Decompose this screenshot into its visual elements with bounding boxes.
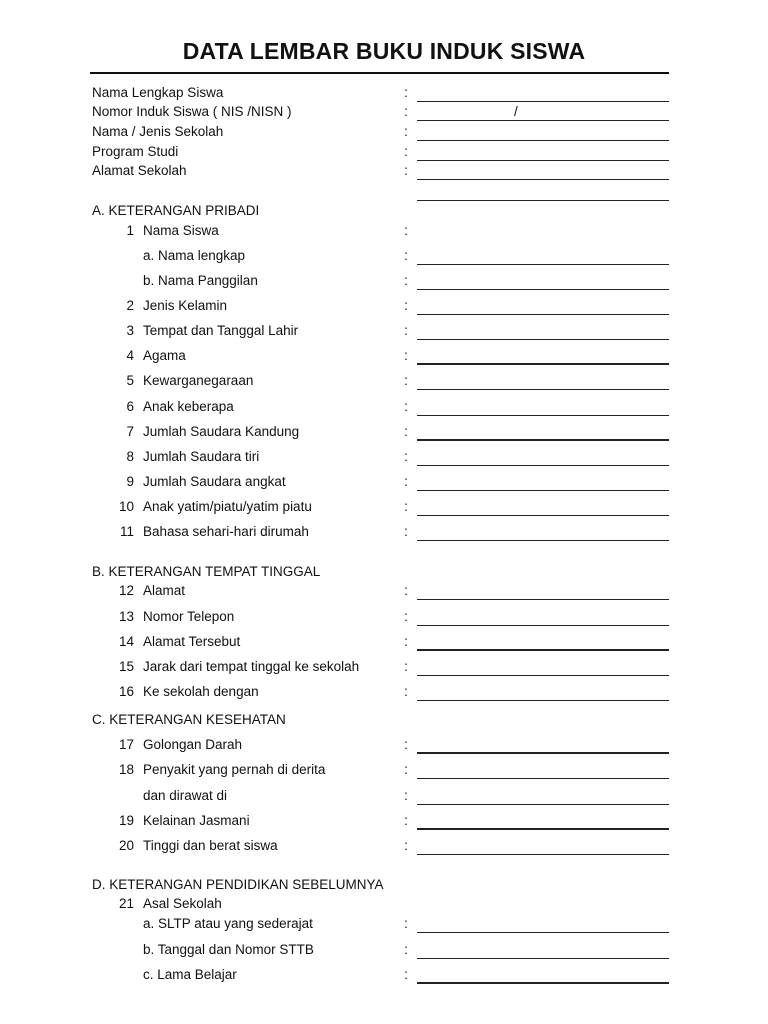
item-number: 7 [126,424,134,439]
form-row [0,346,768,366]
fill-line[interactable] [417,389,669,390]
item-number: 11 [119,524,134,539]
form-row [0,472,768,492]
form-row [0,632,768,652]
fill-line[interactable] [417,363,669,365]
item-label: Ke sekolah dengan [143,684,259,699]
fill-line[interactable] [417,982,669,984]
field-nomor-induk-siswa [0,102,768,122]
field-colon: : [404,373,408,388]
item-label: b. Nama Panggilan [143,273,258,288]
form-row [0,296,768,316]
item-label: Nomor Telepon [143,609,235,624]
field-label: Nama / Jenis Sekolah [92,124,224,139]
field-colon: : [404,499,408,514]
field-colon: : [404,104,408,119]
title-underline [90,72,669,74]
field-colon: : [404,838,408,853]
item-number: 2 [126,298,134,313]
item-number: 21 [118,896,134,911]
form-row [0,914,768,934]
item-label: c. Lama Belajar [143,967,237,982]
form-row [0,397,768,417]
form-row [0,371,768,391]
field-colon: : [404,449,408,464]
field-colon: : [404,144,408,159]
field-nama-jenis-sekolah [0,122,768,142]
fill-line[interactable] [417,120,669,121]
form-row [0,422,768,442]
item-label: Kelainan Jasmani [143,813,250,828]
item-label: Tempat dan Tanggal Lahir [143,323,299,338]
fill-line[interactable] [417,778,669,779]
fill-line[interactable] [417,599,669,600]
item-label: Jumlah Saudara Kandung [143,424,300,439]
field-colon: : [404,124,408,139]
field-colon: : [404,583,408,598]
form-row [0,497,768,517]
form-row [0,940,768,960]
form-row [0,682,768,702]
section-title-keterangan-pendidikan-sebelumnya: D. KETERANGAN PENDIDIKAN SEBELUMNYA [92,877,384,892]
field-colon: : [404,916,408,931]
fill-line[interactable] [417,140,669,141]
fill-line[interactable] [417,649,669,651]
item-label: dan dirawat di [143,788,228,803]
field-nama-lengkap-siswa [0,83,768,103]
item-label: Alamat Tersebut [143,634,241,649]
field-colon: : [404,942,408,957]
fill-line[interactable] [417,439,669,441]
fill-line[interactable] [417,490,669,491]
fill-line[interactable] [417,314,669,315]
field-colon: : [404,85,408,100]
form-row [0,811,768,831]
item-number: 8 [126,449,134,464]
fill-line[interactable] [417,540,669,541]
item-number: 10 [118,499,134,514]
field-colon: : [404,273,408,288]
fill-line[interactable] [417,179,669,180]
field-colon: : [404,524,408,539]
field-colon: : [404,634,408,649]
item-number: 20 [118,838,134,853]
field-label: Program Studi [92,144,179,159]
field-colon: : [404,223,408,238]
item-number: 15 [118,659,134,674]
form-row [0,894,768,914]
item-number: 13 [118,609,134,624]
item-number: 18 [118,762,134,777]
field-colon: : [404,298,408,313]
item-number: 5 [126,373,134,388]
item-label: Jumlah Saudara tiri [143,449,260,464]
item-number: 9 [126,474,134,489]
item-label: Asal Sekolah [143,896,222,911]
item-label: Jumlah Saudara angkat [143,474,286,489]
form-row [0,786,768,806]
section-title-keterangan-tempat-tinggal: B. KETERANGAN TEMPAT TINGGAL [92,564,321,579]
field-alamat-sekolah [0,161,768,181]
field-colon: : [404,348,408,363]
field-colon: : [404,788,408,803]
item-number: 1 [126,223,134,238]
item-number: 4 [126,348,134,363]
field-colon: : [404,813,408,828]
item-number: 17 [118,737,134,752]
field-program-studi [0,142,768,162]
fill-line[interactable] [417,264,669,265]
fill-line[interactable] [417,700,669,701]
field-colon: : [404,474,408,489]
form-row [0,607,768,627]
form-row [0,581,768,601]
alamat-sekolah-second-line[interactable] [417,200,669,201]
item-label: Nama Siswa [143,223,219,238]
fill-line[interactable] [417,932,669,933]
field-colon: : [404,737,408,752]
form-row [0,321,768,341]
fill-line[interactable] [417,625,669,626]
section-title-keterangan-kesehatan: C. KETERANGAN KESEHATAN [92,712,286,727]
field-colon: : [404,399,408,414]
page-title: DATA LEMBAR BUKU INDUK SISWA [182,38,586,64]
item-number: 14 [118,634,134,649]
field-colon: : [404,424,408,439]
form-row [0,522,768,542]
field-colon: : [404,684,408,699]
fill-line[interactable] [417,828,669,830]
field-colon: : [404,967,408,982]
item-label: Tinggi dan berat siswa [143,838,278,853]
fill-line[interactable] [417,515,669,516]
fill-line[interactable] [417,675,669,676]
fill-line[interactable] [417,804,669,805]
form-row [0,657,768,677]
field-colon: : [404,609,408,624]
item-label: a. SLTP atau yang sederajat [143,916,313,931]
fill-line[interactable] [417,415,669,416]
item-label: Golongan Darah [143,737,243,752]
item-number: 3 [126,323,134,338]
item-number: 16 [118,684,134,699]
item-label: b. Tanggal dan Nomor STTB [143,942,314,957]
field-colon: : [404,659,408,674]
nis-nisn-separator: / [514,104,518,119]
fill-line[interactable] [417,339,669,340]
item-number: 19 [118,813,134,828]
item-label: Anak yatim/piatu/yatim piatu [143,499,312,514]
form-row [0,221,768,241]
item-label: a. Nama lengkap [143,248,246,263]
fill-line[interactable] [417,958,669,959]
fill-line[interactable] [417,854,669,855]
field-colon: : [404,248,408,263]
fill-line[interactable] [417,289,669,290]
item-label: Agama [143,348,186,363]
field-label: Nama Lengkap Siswa [92,85,224,100]
form-row [0,271,768,291]
item-label: Alamat [143,583,186,598]
form-row [0,965,768,985]
form-row [0,447,768,467]
field-label: Nomor Induk Siswa ( NIS /NISN ) [92,104,292,119]
field-colon: : [404,762,408,777]
form-row [0,735,768,755]
item-number: 6 [126,399,134,414]
field-colon: : [404,323,408,338]
field-colon: : [404,163,408,178]
item-label: Kewarganegaraan [143,373,254,388]
section-title-keterangan-pribadi: A. KETERANGAN PRIBADI [92,203,260,218]
form-row [0,836,768,856]
fill-line[interactable] [417,465,669,466]
item-label: Anak keberapa [143,399,234,414]
form-row [0,246,768,266]
item-label: Jenis Kelamin [143,298,228,313]
item-number: 12 [118,583,134,598]
fill-line[interactable] [417,752,669,754]
form-row [0,760,768,780]
item-label: Penyakit yang pernah di derita [143,762,326,777]
item-label: Jarak dari tempat tinggal ke sekolah [143,659,360,674]
item-label: Bahasa sehari-hari dirumah [143,524,309,539]
field-label: Alamat Sekolah [92,163,187,178]
